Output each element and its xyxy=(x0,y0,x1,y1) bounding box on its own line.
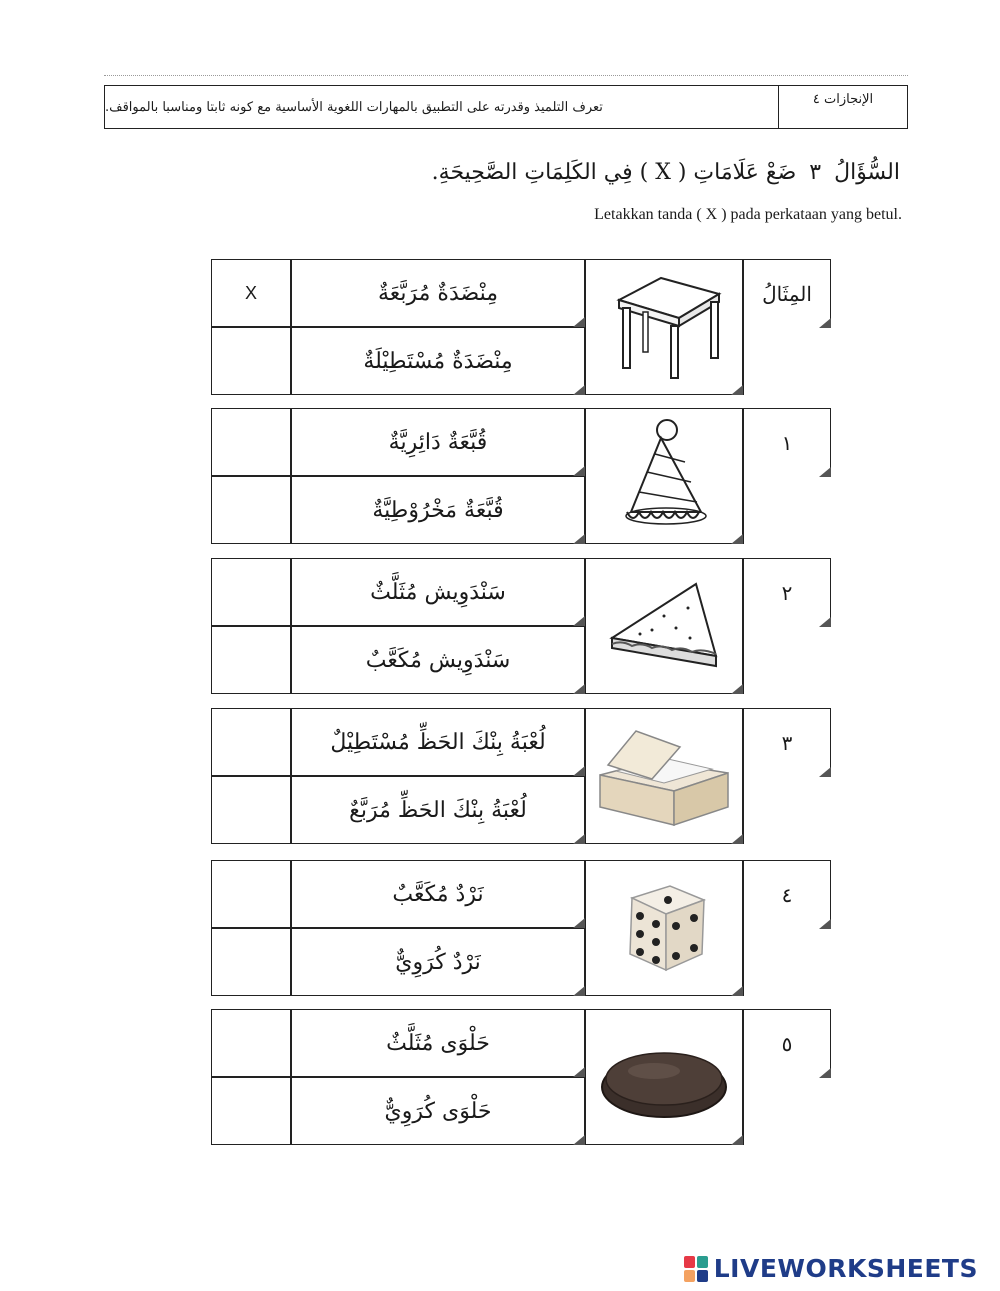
item-image xyxy=(585,860,743,996)
option-text: لُعْبَةُ بِنْكَ الحَظِّ مُسْتَطِيْلٌ xyxy=(291,708,585,776)
option-text: حَلْوَى كُرَوِيٌّ xyxy=(291,1077,585,1145)
option-text: حَلْوَى مُثَلَّثٌ xyxy=(291,1009,585,1077)
option-text: سَنْدَوِيش مُثَلَّثٌ xyxy=(291,558,585,626)
item-image xyxy=(585,1009,743,1145)
item-image xyxy=(585,708,743,844)
achievement-label: الإنجازات ٤ xyxy=(812,92,874,107)
question-translation: Letakkan tanda ( X ) pada perkataan yang betul. xyxy=(594,206,902,223)
brand-name: LIVEWORKSHEETS xyxy=(713,1254,978,1283)
liveworksheets-branding xyxy=(684,1254,978,1283)
top-divider xyxy=(104,75,908,76)
candy-picture xyxy=(594,1027,734,1127)
option-text: قُبَّعَةٌ دَائِرِيَّةٌ xyxy=(291,408,585,476)
achievement-description: تعرف التلميذ وقدرته على التطبيق بالمهارات اللغوية الأساسية مع كونه ثابتا ومناسبا بالمواقف. xyxy=(105,99,603,115)
item-2 xyxy=(211,558,831,694)
number-column-tail xyxy=(743,326,831,395)
question-title xyxy=(200,160,900,185)
answer-box[interactable] xyxy=(211,558,291,626)
answer-box[interactable] xyxy=(211,860,291,928)
card-box-picture xyxy=(594,721,734,831)
item-4 xyxy=(211,860,831,996)
achievement-description-cell xyxy=(105,86,779,128)
number-column-tail xyxy=(743,775,831,844)
answer-box[interactable] xyxy=(211,626,291,694)
question-instruction: ضَعْ عَلَامَاتِ ( X ) فِي الكَلِمَاتِ الصَّحِيحَةِ. xyxy=(431,160,797,185)
option-text: سَنْدَوِيش مُكَعَّبٌ xyxy=(291,626,585,694)
answer-box[interactable] xyxy=(211,408,291,476)
item-number: ٣ xyxy=(743,708,831,776)
item-number: ٢ xyxy=(743,558,831,626)
item-3 xyxy=(211,708,831,844)
answer-box[interactable] xyxy=(211,776,291,844)
logo-square xyxy=(684,1270,695,1282)
logo-square xyxy=(697,1256,708,1268)
question-number: ٣ xyxy=(809,160,822,185)
item-1 xyxy=(211,408,831,544)
item-example xyxy=(211,259,831,395)
liveworksheets-logo-icon xyxy=(684,1256,708,1282)
number-column-tail xyxy=(743,1076,831,1145)
number-column-tail xyxy=(743,475,831,544)
item-image xyxy=(585,558,743,694)
answer-box[interactable] xyxy=(211,327,291,395)
achievement-header xyxy=(104,85,908,129)
item-number: المِثَالُ xyxy=(743,259,831,327)
item-number: ١ xyxy=(743,408,831,476)
option-text: لُعْبَةُ بِنْكَ الحَظِّ مُرَبَّعٌ xyxy=(291,776,585,844)
item-image xyxy=(585,408,743,544)
question-label: السُّؤَالُ xyxy=(834,160,900,185)
dice-picture xyxy=(614,878,714,978)
answer-box[interactable]: X xyxy=(211,259,291,327)
item-number: ٥ xyxy=(743,1009,831,1077)
item-number: ٤ xyxy=(743,860,831,928)
number-column-tail xyxy=(743,927,831,996)
answer-box[interactable] xyxy=(211,1009,291,1077)
logo-square xyxy=(697,1270,708,1282)
number-column-tail xyxy=(743,625,831,694)
option-text: نَرْدٌ مُكَعَّبٌ xyxy=(291,860,585,928)
option-text: نَرْدٌ كُرَوِيٌّ xyxy=(291,928,585,996)
answer-box[interactable] xyxy=(211,708,291,776)
answer-box[interactable] xyxy=(211,928,291,996)
option-text: مِنْضَدَةٌ مُرَبَّعَةٌ xyxy=(291,259,585,327)
answer-box[interactable] xyxy=(211,476,291,544)
answer-box[interactable] xyxy=(211,1077,291,1145)
logo-square xyxy=(684,1256,695,1268)
option-text: قُبَّعَةٌ مَخْرُوْطِيَّةٌ xyxy=(291,476,585,544)
party-hat-picture xyxy=(609,416,719,536)
sandwich-picture xyxy=(604,576,724,676)
item-5 xyxy=(211,1009,831,1145)
table-picture xyxy=(599,272,729,382)
item-image xyxy=(585,259,743,395)
option-text: مِنْضَدَةٌ مُسْتَطِيْلَةٌ xyxy=(291,327,585,395)
